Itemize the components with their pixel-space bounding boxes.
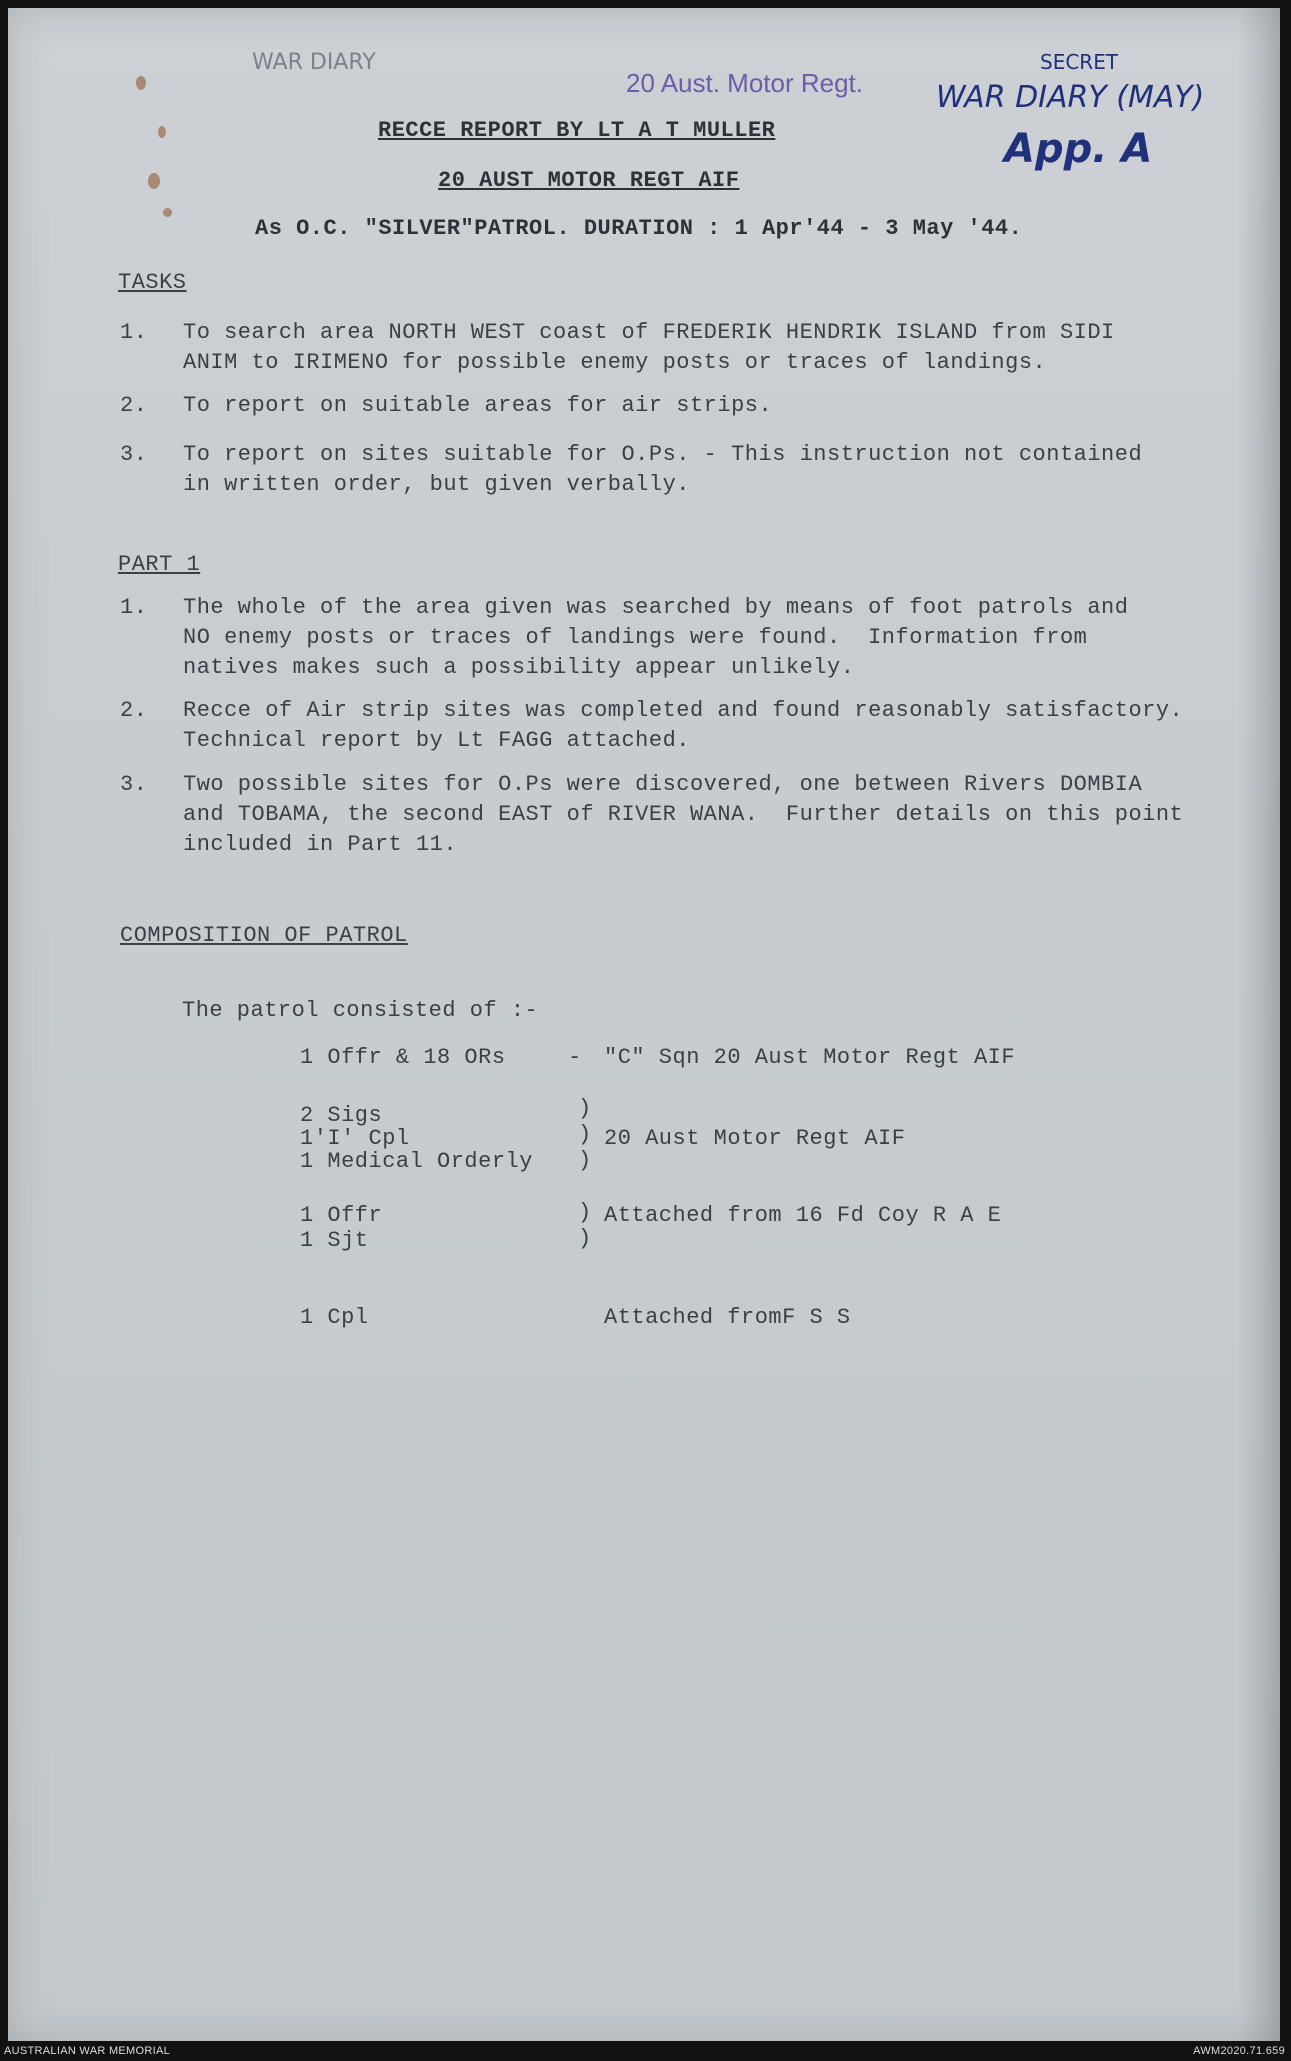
document-page [8, 8, 1280, 2041]
task-number: 2. [120, 393, 148, 418]
unit-stamp: 20 Aust. Motor Regt. [626, 68, 864, 98]
war-diary-may-handwriting: WAR DIARY (MAY) [936, 80, 1205, 115]
secret-handwriting: SECRET [1040, 50, 1119, 74]
composition-heading: COMPOSITION OF PATROL [120, 923, 408, 948]
composition-right: "C" Sqn 20 Aust Motor Regt AIF [604, 1045, 1016, 1070]
rust-stain [163, 208, 172, 217]
part1-text-line: and TOBAMA, the second EAST of RIVER WANA. Further details on this point [183, 802, 1184, 827]
war-diary-pencil-note: WAR DIARY [252, 50, 376, 75]
part1-heading: PART 1 [118, 552, 201, 577]
task-item-2 [120, 391, 1220, 421]
part1-text-line: natives makes such a possibility appear unlikely. [183, 655, 855, 680]
rust-stain [136, 76, 146, 90]
composition-left: 1 Offr & 18 ORs [300, 1045, 506, 1070]
composition-left: 1 Offr [300, 1203, 383, 1228]
composition-right: Attached from 16 Fd Coy R A E [604, 1203, 1002, 1228]
part1-text-line: Technical report by Lt FAGG attached. [183, 728, 690, 753]
footer-left: AUSTRALIAN WAR MEMORIAL [4, 2045, 171, 2057]
report-title: RECCE REPORT BY LT A T MULLER [378, 118, 776, 143]
task-text-line: To report on sites suitable for O.Ps. - This instruction not contained [183, 442, 1143, 467]
composition-brace: ) ) ) [578, 1096, 592, 1173]
composition-left: 1 Cpl [300, 1305, 369, 1330]
task-text-line: ANIM to IRIMENO for possible enemy posts or traces of landings. [183, 350, 1047, 375]
rust-stain [148, 173, 160, 189]
composition-brace: ) ) [578, 1200, 592, 1251]
part1-text-line: The whole of the area given was searched by means of foot patrols and [183, 595, 1129, 620]
footer-right: AWM2020.71.659 [1193, 2045, 1285, 2057]
task-number: 1. [120, 320, 148, 345]
part1-number: 3. [120, 772, 148, 797]
part1-number: 1. [120, 595, 148, 620]
composition-left: 1 Sjt [300, 1228, 369, 1253]
composition-dash: - [568, 1045, 582, 1070]
report-subline: As O.C. "SILVER"PATROL. DURATION : 1 Apr'44 - 3 May '44. [255, 216, 1023, 241]
paper-edge-shadow [1238, 8, 1280, 2041]
appendix-handwriting: App. A [1004, 126, 1153, 172]
composition-left: 1'I' Cpl [300, 1126, 410, 1151]
tasks-heading: TASKS [118, 270, 187, 295]
part1-number: 2. [120, 698, 148, 723]
task-text-line: To report on suitable areas for air strips. [183, 393, 773, 418]
report-unit: 20 AUST MOTOR REGT AIF [438, 168, 740, 193]
part1-text-line: Two possible sites for O.Ps were discovered, one between Rivers DOMBIA [183, 772, 1143, 797]
part1-item-2 [120, 696, 1270, 756]
part1-text-line: NO enemy posts or traces of landings were found. Information from [183, 625, 1088, 650]
task-item-1 [120, 318, 1220, 378]
composition-right: Attached fromF S S [604, 1305, 851, 1330]
part1-text-line: included in Part 11. [183, 832, 458, 857]
composition-left: 2 Sigs [300, 1103, 383, 1128]
composition-left: 1 Medical Orderly [300, 1149, 533, 1174]
composition-intro: The patrol consisted of :- [182, 998, 539, 1023]
task-text-line: in written order, but given verbally. [183, 472, 690, 497]
task-text-line: To search area NORTH WEST coast of FREDERIK HENDRIK ISLAND from SIDI [183, 320, 1115, 345]
composition-right: 20 Aust Motor Regt AIF [604, 1126, 906, 1151]
task-number: 3. [120, 442, 148, 467]
task-item-3 [120, 440, 1220, 500]
part1-text-line: Recce of Air strip sites was completed and found reasonably satisfactory. [183, 698, 1184, 723]
part1-item-1 [120, 593, 1250, 683]
part1-item-3 [120, 770, 1270, 860]
rust-stain [158, 126, 166, 138]
